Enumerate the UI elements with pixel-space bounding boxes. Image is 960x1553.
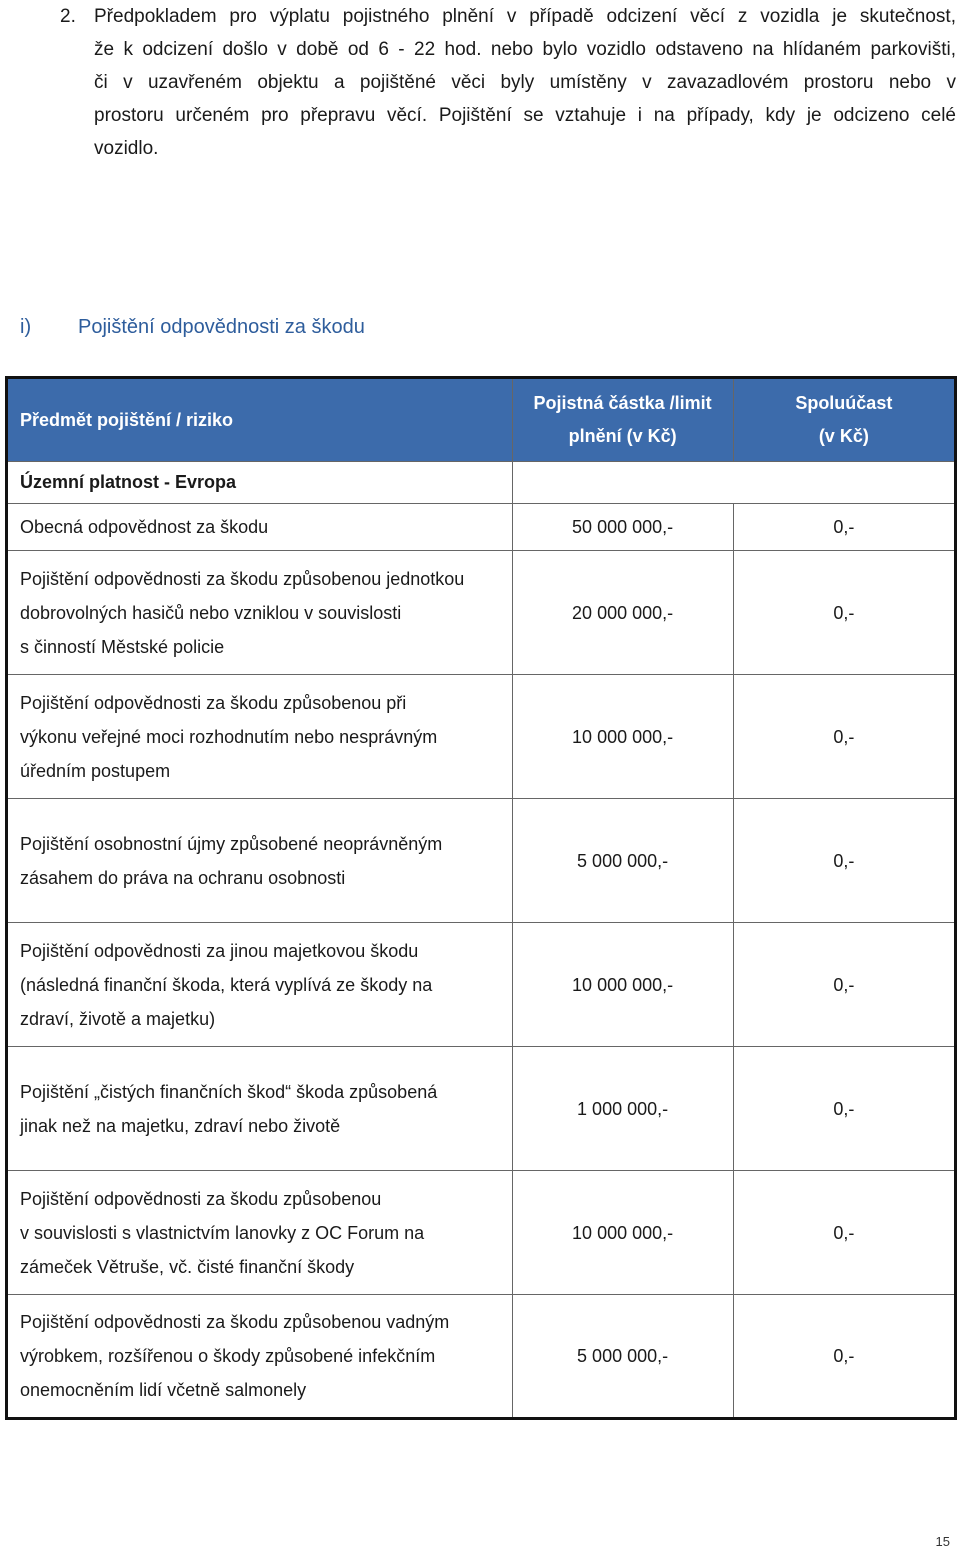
- table-row: [7, 551, 956, 675]
- paragraph-line: prostoru určeném pro přepravu věcí. Pojištění se vztahuje i na případy, kdy je odcizeno celé: [94, 105, 956, 126]
- deductible-value: 0,-: [733, 923, 955, 1047]
- risk-description-line: výkonu veřejné moci rozhodnutím nebo nesprávným: [20, 726, 438, 747]
- section-title: Pojištění odpovědnosti za škodu: [78, 316, 365, 338]
- risk-description-line: jinak než na majetku, zdraví nebo životě: [20, 1115, 341, 1136]
- risk-description: [7, 675, 513, 799]
- section-heading: [20, 316, 365, 339]
- risk-description-line: zdraví, životě a majetku): [20, 1008, 216, 1029]
- table-row: [7, 504, 956, 551]
- insured-amount: 50 000 000,-: [512, 504, 733, 551]
- paragraph-line: že k odcizení došlo v době od 6 - 22 hod. nebo bylo vozidlo odstaveno na hlídaném parkovišti,: [94, 39, 956, 60]
- territory-blank: [512, 462, 955, 504]
- paragraph-line: či v uzavřeném objektu a pojištěné věci byly umístěny v zavazadlovém prostoru nebo v: [94, 72, 956, 93]
- risk-description: [7, 504, 513, 551]
- paragraph-line: vozidlo.: [94, 138, 159, 159]
- liability-insurance-table: [5, 376, 957, 1420]
- deductible-value: 0,-: [733, 799, 955, 923]
- insured-amount: 10 000 000,-: [512, 1171, 733, 1295]
- header-deductible-line: Spoluúčast: [795, 393, 893, 413]
- risk-description-line: Pojištění „čistých finančních škod“ škoda způsobená: [20, 1081, 438, 1102]
- paragraph-2: [60, 0, 956, 165]
- paragraph-line: Předpokladem pro výplatu pojistného plnění v případě odcizení věcí z vozidla je skutečnost,: [94, 6, 956, 27]
- table-row: [7, 675, 956, 799]
- table-row: [7, 1295, 956, 1419]
- table-row: [7, 799, 956, 923]
- header-amount: [512, 378, 733, 462]
- insured-amount: 10 000 000,-: [512, 675, 733, 799]
- deductible-value: 0,-: [733, 504, 955, 551]
- header-amount-line: plnění (v Kč): [568, 426, 677, 446]
- insured-amount: 10 000 000,-: [512, 923, 733, 1047]
- risk-description: [7, 799, 513, 923]
- deductible-value: 0,-: [733, 551, 955, 675]
- header-deductible: [733, 378, 955, 462]
- risk-description-line: (následná finanční škoda, která vyplívá ze škody na: [20, 974, 433, 995]
- page-number: 15: [935, 1534, 950, 1549]
- territory-label: Územní platnost - Evropa: [7, 462, 513, 504]
- risk-description-line: Pojištění odpovědnosti za škodu způsobenou při: [20, 692, 407, 713]
- risk-description-line: Obecná odpovědnost za škodu: [20, 517, 269, 537]
- risk-description-line: v souvislosti s vlastnictvím lanovky z OC Forum na: [20, 1222, 425, 1243]
- risk-description: [7, 1047, 513, 1171]
- paragraph-number: 2.: [60, 6, 76, 27]
- risk-description-line: výrobkem, rozšířenou o škody způsobené infekčním: [20, 1346, 436, 1366]
- header-deductible-line: (v Kč): [818, 426, 869, 446]
- table-body: [7, 462, 956, 1419]
- risk-description-line: Pojištění odpovědnosti za jinou majetkovou škodu: [20, 940, 419, 961]
- header-subject: Předmět pojištění / riziko: [7, 378, 513, 462]
- risk-description-line: Pojištění odpovědnosti za škodu způsobenou: [20, 1188, 382, 1209]
- risk-description: [7, 1295, 513, 1419]
- risk-description-line: Pojištění odpovědnosti za škodu způsobenou vadným: [20, 1312, 450, 1332]
- header-amount-line: Pojistná částka /limit: [533, 393, 712, 413]
- insured-amount: 5 000 000,-: [512, 799, 733, 923]
- risk-description: [7, 551, 513, 675]
- risk-description-line: s činností Městské policie: [20, 636, 225, 657]
- risk-description: [7, 923, 513, 1047]
- risk-description-line: Pojištění odpovědnosti za škodu způsobenou jednotkou: [20, 568, 465, 589]
- insured-amount: 5 000 000,-: [512, 1295, 733, 1419]
- table-row: [7, 923, 956, 1047]
- deductible-value: 0,-: [733, 1047, 955, 1171]
- risk-description: [7, 1171, 513, 1295]
- paragraph-text: [94, 0, 956, 165]
- risk-description-line: zámeček Větruše, vč. čisté finanční škody: [20, 1256, 355, 1277]
- table-row: [7, 1047, 956, 1171]
- insured-amount: 20 000 000,-: [512, 551, 733, 675]
- deductible-value: 0,-: [733, 675, 955, 799]
- insured-amount: 1 000 000,-: [512, 1047, 733, 1171]
- table-header-row: [7, 378, 956, 462]
- territory-row: [7, 462, 956, 504]
- risk-description-line: úředním postupem: [20, 760, 171, 781]
- risk-description-line: zásahem do práva na ochranu osobnosti: [20, 867, 346, 888]
- section-letter: i): [20, 316, 32, 338]
- risk-description-line: Pojištění osobnostní újmy způsobené neoprávněným: [20, 833, 443, 854]
- deductible-value: 0,-: [733, 1171, 955, 1295]
- risk-description-line: dobrovolných hasičů nebo vzniklou v souvislosti: [20, 602, 402, 623]
- risk-description-line: onemocněním lidí včetně salmonely: [20, 1380, 307, 1400]
- deductible-value: 0,-: [733, 1295, 955, 1419]
- table-row: [7, 1171, 956, 1295]
